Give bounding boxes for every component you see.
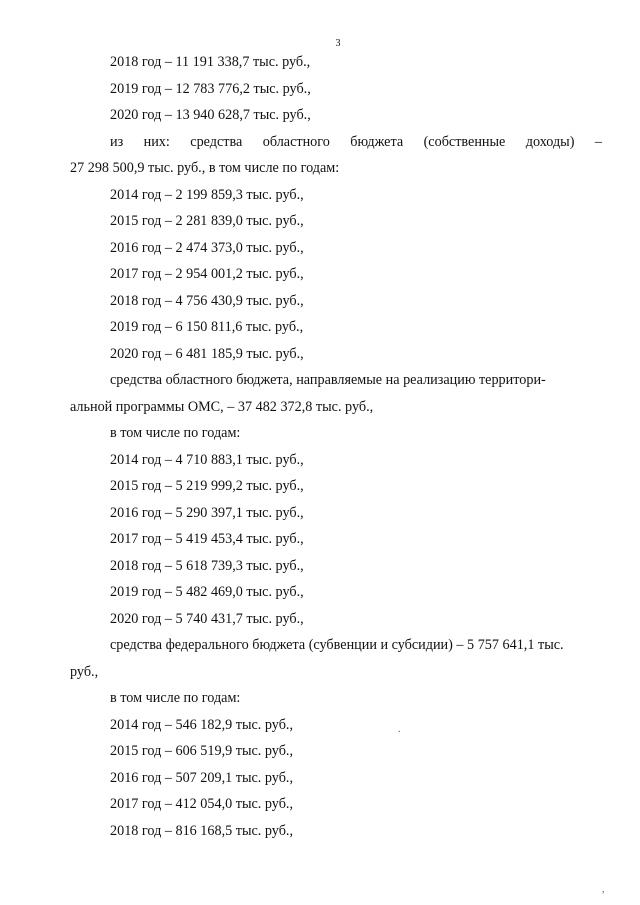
word: областного <box>262 134 330 150</box>
text-line: 2019 год – 6 150 811,6 тыс. руб., <box>110 319 304 335</box>
text-line: 2020 год – 5 740 431,7 тыс. руб., <box>110 611 304 627</box>
word: из <box>110 134 124 150</box>
text-line: средства областного бюджета, направляемые на реализацию территори- <box>110 372 546 388</box>
word: средства <box>190 134 243 150</box>
text-line: 2018 год – 4 756 430,9 тыс. руб., <box>110 293 304 309</box>
word: (собственные <box>423 134 506 150</box>
text-line: 2018 год – 816 168,5 тыс. руб., <box>110 823 294 839</box>
text-line: в том числе по годам: <box>110 425 241 441</box>
text-line: 2018 год – 11 191 338,7 тыс. руб., <box>110 54 311 70</box>
text-line: в том числе по годам: <box>110 690 241 706</box>
text-line: 2017 год – 2 954 001,2 тыс. руб., <box>110 266 304 282</box>
scan-speck: , <box>602 884 605 895</box>
text-line: 2015 год – 606 519,9 тыс. руб., <box>110 743 294 759</box>
text-line: средства федерального бюджета (субвенции и субсидии) – 5 757 641,1 тыс. <box>110 637 564 653</box>
page-number: 3 <box>335 38 341 49</box>
text-line: 2016 год – 507 209,1 тыс. руб., <box>110 770 294 786</box>
text-line: 2017 год – 412 054,0 тыс. руб., <box>110 796 294 812</box>
text-line: 2016 год – 2 474 373,0 тыс. руб., <box>110 240 304 256</box>
text-line: руб., <box>70 664 99 680</box>
text-line: 2018 год – 5 618 739,3 тыс. руб., <box>110 558 304 574</box>
text-line: 2019 год – 5 482 469,0 тыс. руб., <box>110 584 304 600</box>
word: – <box>594 134 602 150</box>
text-line: 2017 год – 5 419 453,4 тыс. руб., <box>110 531 304 547</box>
scan-speck: . <box>398 724 401 735</box>
text-line: альной программы ОМС, – 37 482 372,8 тыс. руб., <box>70 399 374 415</box>
text-line: 2020 год – 13 940 628,7 тыс. руб., <box>110 107 311 123</box>
word: них: <box>143 134 170 150</box>
text-line: 2014 год – 4 710 883,1 тыс. руб., <box>110 452 304 468</box>
text-line: 2015 год – 5 219 999,2 тыс. руб., <box>110 478 304 494</box>
text-line: 2019 год – 12 783 776,2 тыс. руб., <box>110 81 311 97</box>
text-line: 2016 год – 5 290 397,1 тыс. руб., <box>110 505 304 521</box>
word: доходы) <box>525 134 575 150</box>
text-line: 2014 год – 2 199 859,3 тыс. руб., <box>110 187 304 203</box>
text-line: 27 298 500,9 тыс. руб., в том числе по годам: <box>70 160 340 176</box>
text-line: 2020 год – 6 481 185,9 тыс. руб., <box>110 346 304 362</box>
text-line: 2015 год – 2 281 839,0 тыс. руб., <box>110 213 304 229</box>
justified-text-line <box>110 133 602 151</box>
word: бюджета <box>350 134 404 150</box>
text-line: 2014 год – 546 182,9 тыс. руб., <box>110 717 294 733</box>
